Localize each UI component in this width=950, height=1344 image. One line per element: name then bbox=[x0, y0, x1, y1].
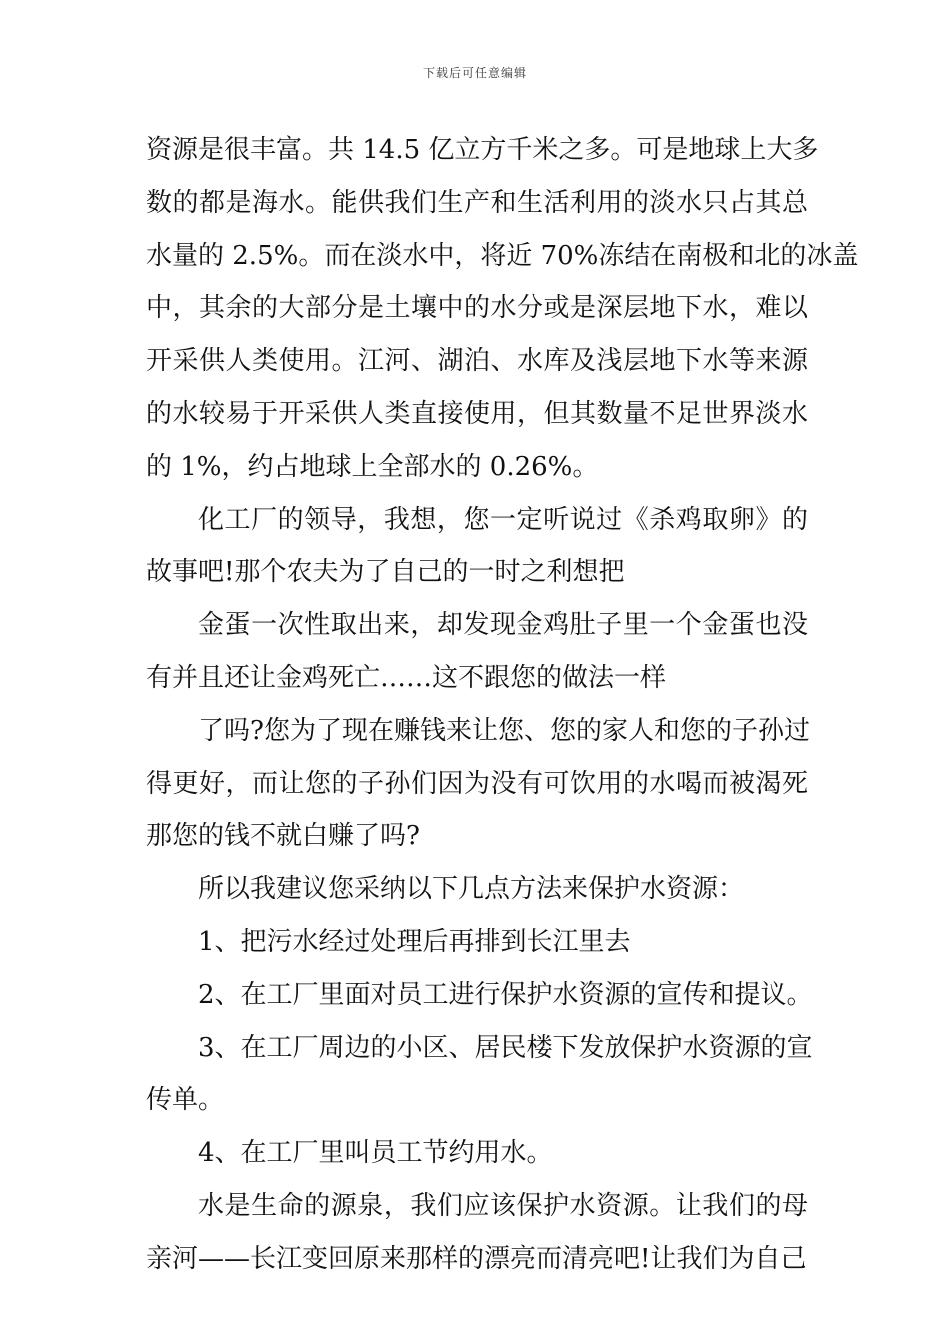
text-line: 亲河——长江变回原来那样的漂亮而清亮吧!让我们为自己 bbox=[146, 1243, 807, 1274]
text-line: 水量的 2.5%。而在淡水中，将近 70%冻结在南极和北的冰盖 bbox=[146, 240, 859, 271]
text-line: 所以我建议您采纳以下几点方法来保护水资源： bbox=[198, 874, 745, 905]
text-line: 传单。 bbox=[146, 1085, 225, 1116]
paragraph bbox=[146, 124, 859, 494]
text-line: 2、在工厂里面对员工进行保护水资源的宣传和提议。 bbox=[198, 979, 813, 1010]
paragraph bbox=[146, 969, 813, 1022]
paragraph bbox=[146, 1022, 813, 1128]
text-line: 开采供人类使用。江河、湖泊、水库及浅层地下水等来源 bbox=[146, 346, 808, 377]
text-line: 有并且还让金鸡死亡……这不跟您的做法一样 bbox=[146, 662, 667, 693]
paragraph bbox=[146, 599, 808, 705]
paragraph bbox=[146, 705, 808, 863]
text-line: 那您的钱不就白赚了吗? bbox=[146, 821, 420, 852]
text-line: 水是生命的源泉，我们应该保护水资源。让我们的母 bbox=[198, 1190, 808, 1221]
text-line: 资源是很丰富。共 14.5 亿立方千米之多。可是地球上大多 bbox=[146, 135, 819, 165]
text-line: 3、在工厂周边的小区、居民楼下发放保护水资源的宣 bbox=[198, 1032, 813, 1063]
paragraph bbox=[146, 916, 808, 969]
text-line: 的水较易于开采供人类直接使用，但其数量不足世界淡水 bbox=[146, 398, 808, 429]
text-line: 了吗?您为了现在赚钱来让您、您的家人和您的子孙过 bbox=[198, 715, 810, 746]
text-line: 4、在工厂里叫员工节约用水。 bbox=[198, 1138, 553, 1169]
paragraph bbox=[146, 1127, 808, 1180]
text-line: 1、把污水经过处理后再排到长江里去 bbox=[198, 926, 631, 957]
paragraph bbox=[146, 1180, 808, 1286]
paragraph bbox=[146, 494, 808, 600]
text-line: 故事吧!那个农夫为了自己的一时之利想把 bbox=[146, 557, 625, 588]
text-line: 的 1%，约占地球上全部水的 0.26%。 bbox=[146, 451, 599, 482]
page-header: 下载后可任意编辑 bbox=[422, 66, 527, 80]
text-line: 金蛋一次性取出来，却发现金鸡肚子里一个金蛋也没 bbox=[198, 610, 808, 641]
text-line: 化工厂的领导，我想，您一定听说过《杀鸡取卵》的 bbox=[198, 504, 808, 535]
document-body bbox=[146, 124, 859, 1286]
text-line: 中，其余的大部分是土壤中的水分或是深层地下水，难以 bbox=[146, 293, 808, 324]
paragraph bbox=[146, 863, 808, 916]
text-line: 得更好，而让您的子孙们因为没有可饮用的水喝而被渴死 bbox=[146, 768, 808, 799]
text-line: 数的都是海水。能供我们生产和生活利用的淡水只占其总 bbox=[146, 187, 808, 218]
